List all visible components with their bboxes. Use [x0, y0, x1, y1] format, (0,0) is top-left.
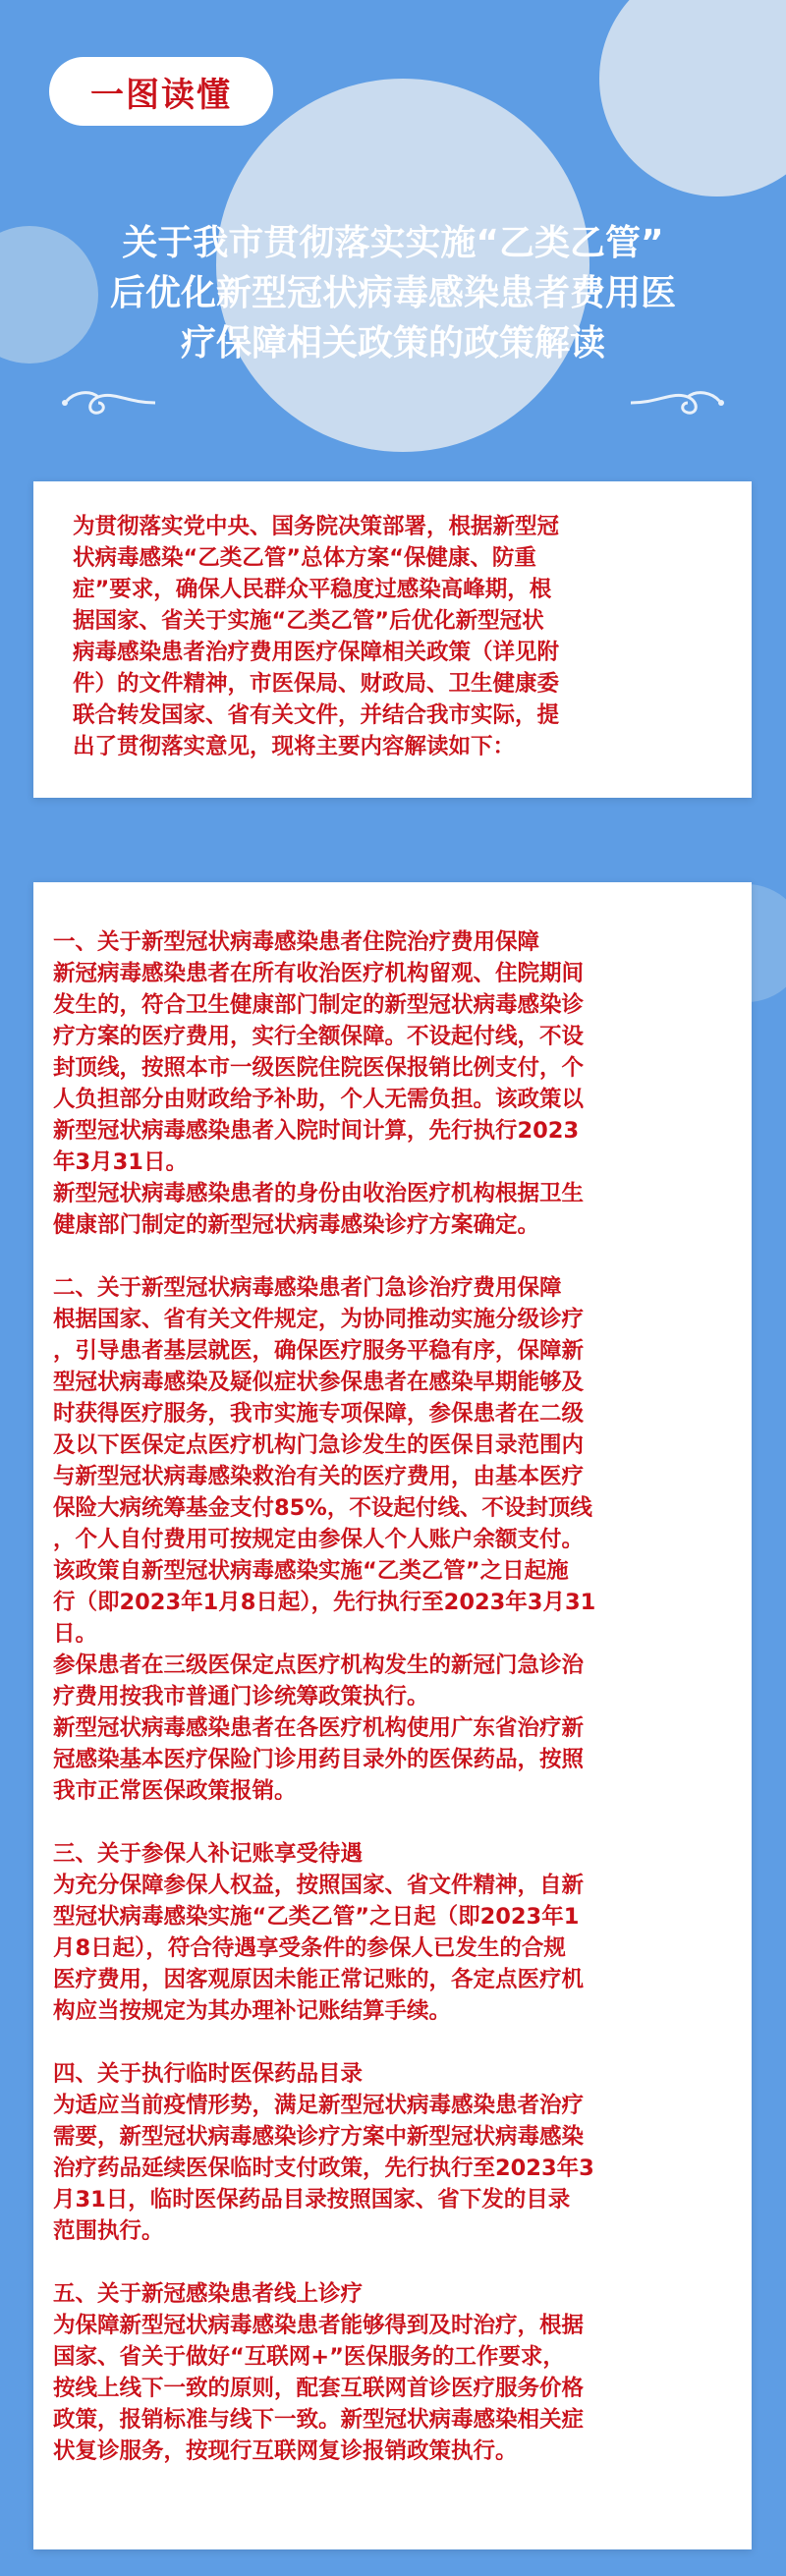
left-flourish-icon — [59, 383, 157, 422]
policy-details-text: 一、关于新型冠状病毒感染患者住院治疗费用保障 新冠病毒感染患者在所有收治医疗机构留观、住院期间 发生的，符合卫生健康部门制定的新型冠状病毒感染诊 疗方案的医疗费用，实行全额保障。不设起付线，不设 封顶线，按照本市一级医院住院医保报销比例支付，个 人负担部分由财政给予补助，个人无需负担。该政策以 新型冠状病毒感染患者入院时间计算，先行执行2023 年3月31日。 新型冠状病毒感染患者的身份由收治医疗机构根据卫生 健康部门制定的新型冠状病毒感染诊疗方案确定。 二、关于新型冠状病毒感染患者门急诊治疗费用保障 根据国家、省有关文件规定，为协同推动实施分级诊疗 ，引导患者基层就医，确保医疗服务平稳有序，保障新 型冠状病毒感染及疑似症状参保患者在感染早期能够及 时获得医疗服务，我市实施专项保障，参保患者在二级 及以下医保定点医疗机构门急诊发生的医保目录范围内 与新型冠状病毒感染救治有关的医疗费用，由基本医疗 保险大病统筹基金支付85%，不设起付线、不设封顶线 ，个人自付费用可按规定由参保人个人账户余额支付。 该政策自新型冠状病毒感染实施“乙类乙管”之日起施 行（即2023年1月8日起），先行执行至2023年3月31 日。 参保患者在三级医保定点医疗机构发生的新冠门急诊治 疗费用按我市普通门诊统筹政策执行。 新型冠状病毒感染患者在各医疗机构使用广东省治疗新 冠感染基本医疗保险门诊用药目录外的医保药品，按照 我市正常医保政策报销。 三、关于参保人补记账享受待遇 为充分保障参保人权益，按照国家、省文件精神，自新 型冠状病毒感染实施“乙类乙管”之日起（即2023年1 月8日起），符合待遇享受条件的参保人已发生的合规 医疗费用，因客观原因未能正常记账的，各定点医疗机 构应当按规定为其办理补记账结算手续。 四、关于执行临时医保药品目录 为适应当前疫情形势，满足新型冠状病毒感染患者治疗 需要，新型冠状病毒感染诊疗方案中新型冠状病毒感染 治疗药品延续医保临时支付政策，先行执行至2023年3 月31日，临时医保药品目录按照国家、省下发的目录 范围执行。 五、关于新冠感染患者线上诊疗 为保障新型冠状病毒感染患者能够得到及时治疗，根据 国家、省关于做好“互联网+”医保服务的工作要求， 按线上线下一致的原则，配套互联网首诊医疗服务价格 政策，报销标准与线下一致。新型冠状病毒感染相关症 状复诊服务，按现行互联网复诊报销政策执行。 — [53, 929, 596, 2464]
policy-details-card — [33, 882, 752, 2549]
intro-text: 为贯彻落实党中央、国务院决策部署，根据新型冠 状病毒感染“乙类乙管”总体方案“保健康、防重 症”要求，确保人民群众平稳度过感染高峰期，根 据国家、省关于实施“乙类乙管”后优化新型冠状 病毒感染患者治疗费用医疗保障相关政策（详见附 件）的文件精神，市医保局、财政局、卫生健康委 联合转发国家、省有关文件，并结合我市实际，提 出了贯彻落实意见，现将主要内容解读如下： — [73, 514, 560, 759]
background-circle — [599, 0, 786, 196]
right-flourish-icon — [629, 383, 727, 422]
page-title: 关于我市贯彻落实实施“乙类乙管” 后优化新型冠状病毒感染患者费用医 疗保障相关政策的政策解读 — [109, 223, 676, 364]
header-badge: 一图读懂 — [49, 57, 273, 126]
intro-card — [33, 481, 752, 798]
